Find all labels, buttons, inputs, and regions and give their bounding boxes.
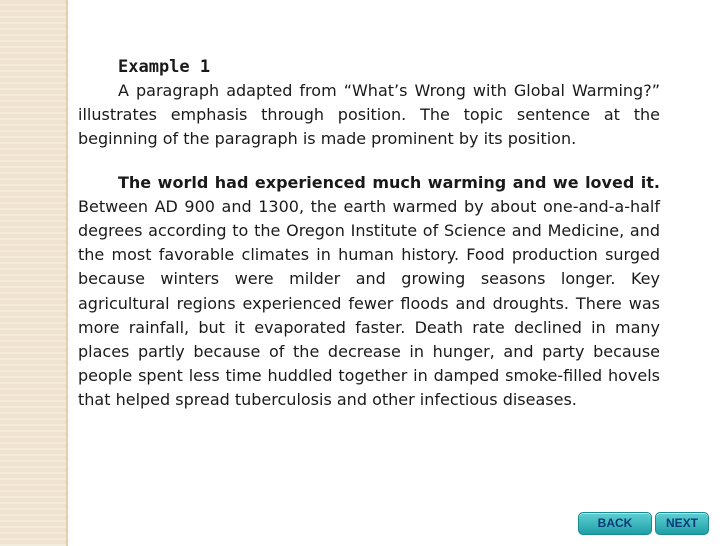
example-paragraph: [78, 171, 660, 413]
paragraph-spacer: [78, 152, 660, 171]
topic-sentence: The world had experienced much warming and we loved it.: [118, 172, 660, 192]
example-heading: Example 1: [118, 57, 211, 77]
next-button[interactable]: NEXT: [655, 512, 709, 535]
slide-content: [78, 55, 660, 413]
decorative-side-stripe: [0, 0, 68, 546]
supporting-sentences: Between AD 900 and 1300, the earth warmed by about one-and-a-half degrees according to the Oregon Institute of Science and Medicine, and the most favorable climates in human history. Food production surged because winters were milder and growing seasons longer. Key agricultural regions experienced fewer floods and droughts. There was more rainfall, but it evaporated faster. Death rate declined in many places partly because of the decrease in hunger, and party because people spent less time huddled together in damped smoke-filled hovels that helped spread tuberculosis and other infectious diseases.: [78, 196, 660, 410]
back-button[interactable]: BACK: [578, 512, 652, 535]
intro-paragraph: A paragraph adapted from “What’s Wrong with Global Warming?” illustrates emphasis through position. The topic sentence at the beginning of the paragraph is made prominent by its position.: [78, 81, 660, 149]
